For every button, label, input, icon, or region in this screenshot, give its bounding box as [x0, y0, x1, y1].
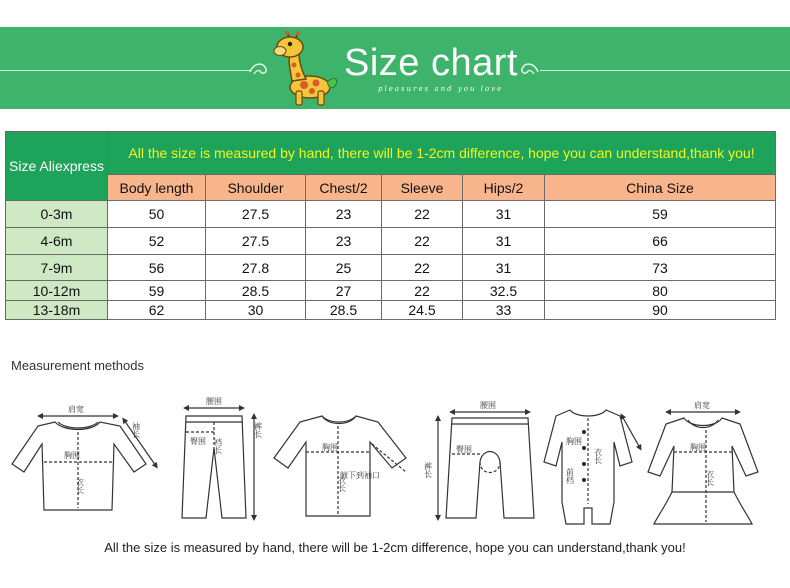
chest-label: 胸围	[322, 443, 338, 452]
hips-cell: 31	[463, 201, 545, 228]
column-header-chest: Chest/2	[306, 175, 382, 201]
table-row	[6, 255, 776, 281]
hip-label: 臀围	[456, 445, 472, 454]
sleeve-cell: 22	[382, 201, 463, 228]
giraffe-logo-icon	[272, 31, 342, 107]
body-length-cell: 59	[108, 281, 206, 301]
china-size-cell: 66	[545, 228, 776, 255]
footer-note: All the size is measured by hand, there will be 1-2cm difference, hope you can understand,thank you!	[104, 540, 686, 555]
column-header-sleeve: Sleeve	[382, 175, 463, 201]
china-size-cell: 90	[545, 301, 776, 320]
china-size-cell: 80	[545, 281, 776, 301]
chest-label: 胸围	[64, 451, 80, 460]
banner-divider-left	[0, 70, 250, 71]
shoulder-width-label: 肩宽	[68, 405, 84, 414]
table-row	[6, 301, 776, 320]
column-header-row	[6, 175, 776, 201]
chest-label: 胸围	[566, 437, 582, 446]
crotch-label: 裆长	[213, 438, 223, 454]
size-label: 7-9m	[6, 255, 108, 281]
body-length-cell: 52	[108, 228, 206, 255]
pants-length-label: 裤长	[253, 422, 263, 438]
measurement-methods-title: Measurement methods	[11, 358, 144, 373]
size-label: 4-6m	[6, 228, 108, 255]
body-length-cell: 56	[108, 255, 206, 281]
armpit-to-cuff-label: 腋下到袖口	[340, 471, 380, 480]
size-aliexpress-header: Size Aliexpress	[6, 132, 108, 201]
china-size-cell: 73	[545, 255, 776, 281]
sleeve-cell: 22	[382, 255, 463, 281]
shoulder-cell: 28.5	[206, 281, 306, 301]
hips-cell: 31	[463, 255, 545, 281]
swirl-ornament-right-icon	[518, 60, 540, 78]
body-length-label: 衣长	[75, 478, 85, 494]
column-header-china-size: China Size	[545, 175, 776, 201]
raglan-top-diagram-icon	[274, 416, 406, 516]
pants-diagram-icon	[182, 397, 263, 518]
size-label: 13-18m	[6, 301, 108, 320]
long-sleeve-top-diagram-icon	[12, 404, 156, 510]
body-length-label: 衣长	[593, 448, 603, 464]
body-length-label: 衣长	[337, 476, 347, 492]
column-header-shoulder: Shoulder	[206, 175, 306, 201]
waist-label: 腰围	[206, 397, 222, 406]
column-header-hips: Hips/2	[463, 175, 545, 201]
measurement-note: All the size is measured by hand, there will be 1-2cm difference, hope you can understand,thank you!	[108, 132, 776, 175]
table-row	[6, 281, 776, 301]
body-length-cell: 62	[108, 301, 206, 320]
waist-label: 腰围	[480, 401, 496, 410]
shoulder-width-label: 肩宽	[694, 401, 710, 410]
hips-cell: 33	[463, 301, 545, 320]
chest-label: 胸围	[690, 443, 706, 452]
sleeve-length-label: 袖长	[131, 422, 141, 438]
body-length-label: 衣长	[705, 470, 715, 486]
pants-length-label: 裤长	[423, 462, 433, 478]
dress-diagram-icon	[648, 400, 758, 524]
hips-cell: 32.5	[463, 281, 545, 301]
sleeve-cell: 22	[382, 228, 463, 255]
table-row	[6, 228, 776, 255]
hip-label: 臀围	[190, 437, 206, 446]
shoulder-cell: 27.8	[206, 255, 306, 281]
column-header-body-length: Body length	[108, 175, 206, 201]
swirl-ornament-left-icon	[248, 60, 270, 78]
table-row	[6, 201, 776, 228]
banner-subtitle: pleasures and you love	[378, 85, 504, 93]
sleeve-cell: 22	[382, 281, 463, 301]
banner-divider-right	[540, 70, 790, 71]
body-length-cell: 50	[108, 201, 206, 228]
hips-cell: 31	[463, 228, 545, 255]
shoulder-cell: 27.5	[206, 228, 306, 255]
chest-cell: 28.5	[306, 301, 382, 320]
size-label: 0-3m	[6, 201, 108, 228]
chest-cell: 25	[306, 255, 382, 281]
banner-title: Size chart	[344, 42, 518, 84]
chest-cell: 23	[306, 228, 382, 255]
size-label: 10-12m	[6, 281, 108, 301]
front-crotch-label: 前档	[565, 468, 575, 484]
chest-cell: 27	[306, 281, 382, 301]
size-table	[5, 131, 776, 320]
china-size-cell: 59	[545, 201, 776, 228]
shoulder-cell: 30	[206, 301, 306, 320]
size-chart-banner	[0, 27, 790, 109]
chest-cell: 23	[306, 201, 382, 228]
sleeve-cell: 24.5	[382, 301, 463, 320]
romper-diagram-icon	[544, 410, 640, 524]
baby-pants-diagram-icon	[424, 401, 535, 518]
measurement-diagrams	[0, 392, 790, 532]
shoulder-cell: 27.5	[206, 201, 306, 228]
